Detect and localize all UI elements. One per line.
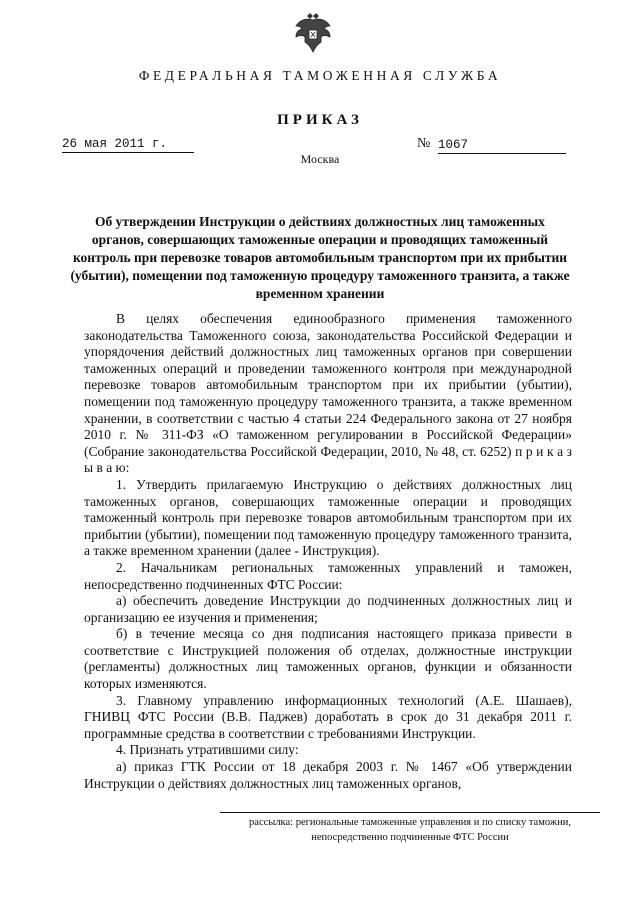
order-number: 1067 — [438, 138, 566, 154]
distribution-line-1: рассылка: региональные таможенные управления и по списку таможни, — [249, 817, 571, 828]
item-3-paragraph: 3. Главному управлению информационных технологий (А.Е. Шашаев), ГНИВЦ ФТС России (В.В. Паджев) доработать в срок до 31 декабря 2011 г. программные средства в соответствии с требованиями Инструкции. — [84, 692, 572, 741]
item-4a-paragraph: а) приказ ГТК России от 18 декабря 2003 г. № 1467 «Об утверждении Инструкции о действиях должностных лиц таможенных органов, — [84, 759, 572, 791]
double-headed-eagle-emblem-icon — [292, 10, 334, 56]
preamble-paragraph: В целях обеспечения единообразного применения таможенного законодательства Таможенного союза, законодательства Российской Федерации и упорядочения действий должностных лиц таможенных органов при совершении таможенных операций и проведении таможенного контроля при международной перевозке товаров автомобильным транспортом при их прибытии (убытии), помещении под таможенную процедуру таможенного транзита, а также временном хранении, в соответствии с частью 4 статьи 224 Федерального закона от 27 ноября 2010 г. № 311-ФЗ «О таможенном регулировании в Российской Федерации» (Собрание законодательства Российской Федерации, 2010, № 48, ст. 6252) п р и к а з ы в а ю: — [84, 311, 572, 476]
order-city: Москва — [300, 152, 340, 166]
item-1-paragraph: 1. Утвердить прилагаемую Инструкцию о действиях должностных лиц таможенных органов, совершающих таможенные операции и проводящих таможенный контроль при перевозке товаров автомобильным транспортом при их прибытии (убытии), помещении под таможенную процедуру таможенного транзита, а также временном хранении (далее - Инструкция). — [84, 476, 572, 559]
item-4-paragraph: 4. Признать утратившими силу: — [116, 742, 299, 758]
order-date: 26 мая 2011 г. — [62, 137, 194, 153]
footer-divider — [220, 812, 600, 813]
agency-name: ФЕДЕРАЛЬНАЯ ТАМОЖЕННАЯ СЛУЖБА — [138, 68, 502, 83]
item-2a-paragraph: а) обеспечить доведение Инструкции до подчиненных должностных лиц и организацию ее изучения и применения; — [84, 593, 572, 625]
order-number-sign: № — [417, 136, 431, 151]
order-title: ПРИКАЗ — [277, 112, 363, 128]
distribution-note — [220, 815, 600, 845]
item-2b-paragraph: б) в течение месяца со дня подписания настоящего приказа привести в соответствие с Инструкцией положения об отделах, должностные инструкции (регламенты) должностных лиц таможенных органов, функции и обязанности которых изменяются. — [84, 626, 572, 692]
document-heading: Об утверждении Инструкции о действиях должностных лиц таможенных органов, совершающих таможенные операции и проводящих таможенный контроль при перевозке товаров автомобильным транспортом при их прибытии (убытии), помещении под таможенную процедуру таможенного транзита, а также временном хранении — [70, 214, 570, 301]
item-2-paragraph: 2. Начальникам региональных таможенных управлений и таможен, непосредственно подчиненных ФТС России: — [84, 559, 572, 592]
distribution-line-2: непосредственно подчиненные ФТС России — [311, 832, 509, 843]
document-body — [84, 311, 572, 792]
